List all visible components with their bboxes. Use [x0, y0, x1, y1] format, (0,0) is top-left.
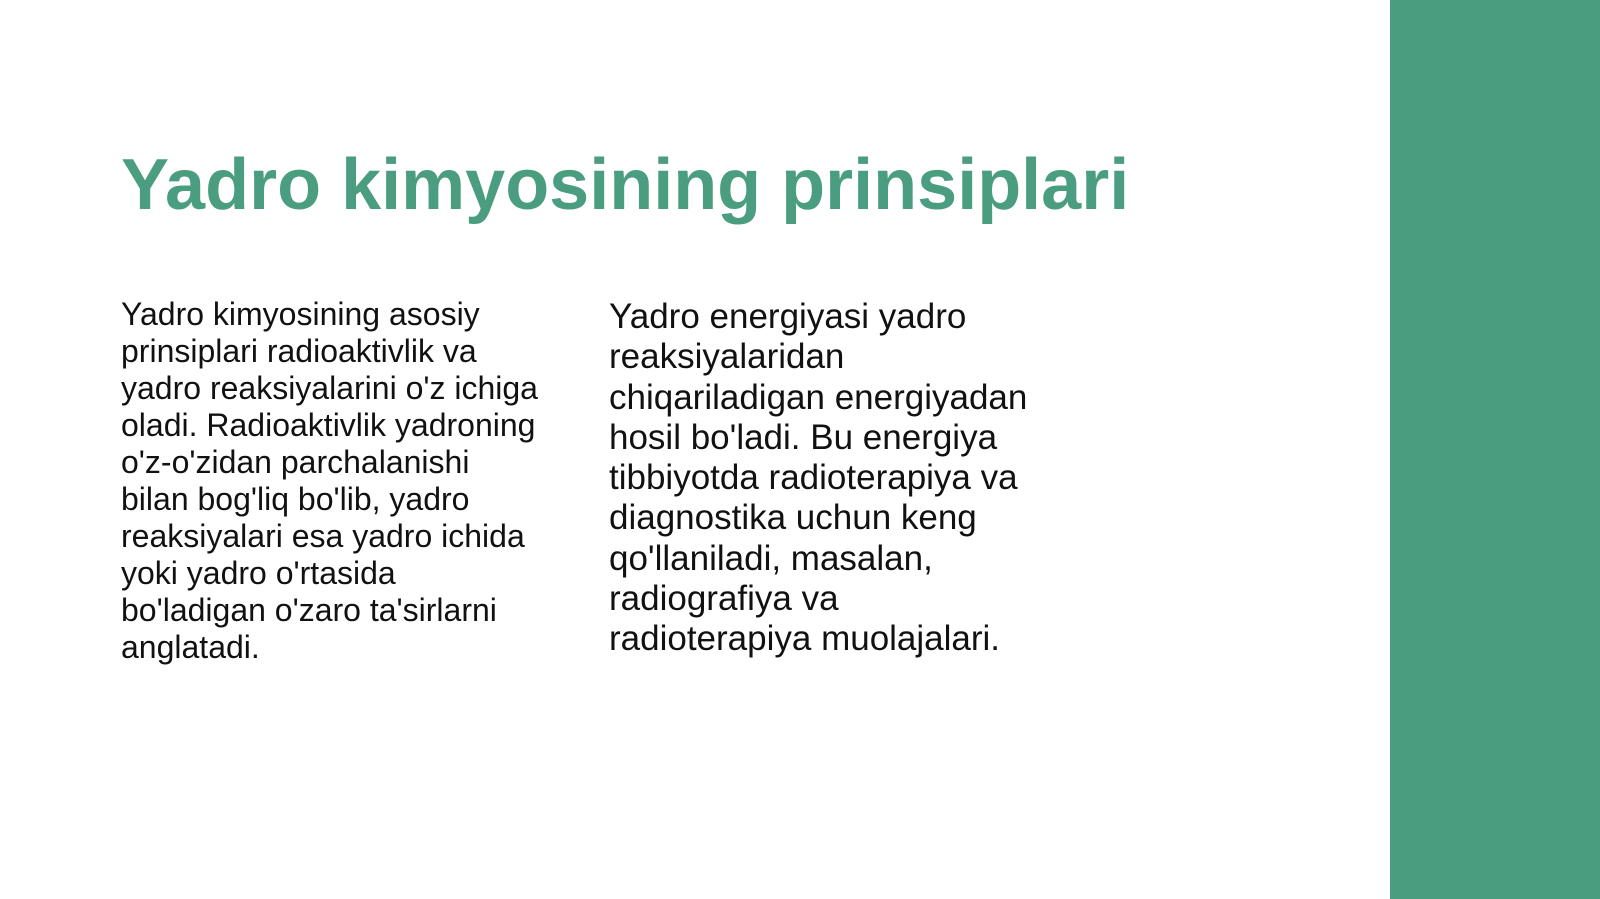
right-text-column: Yadro energiyasi yadro reaksiyalaridan chiqariladigan energiyadan hosil bo'ladi. Bu energiya tibbiyotda radioterapiya va diagnostika uchun keng qo'llaniladi, masalan, radiografiya va radioterapiya muolajalari. — [609, 297, 1028, 659]
left-text-column: Yadro kimyosining asosiy prinsiplari radioaktivlik va yadro reaksiyalarini o'z ichiga oladi. Radioaktivlik yadroning o'z-o'zidan parchalanishi bilan bog'liq bo'lib, yadro reaksiyalari esa yadro ichida yoki yadro o'rtasida bo'ladigan o'zaro ta'sirlarni anglatadi. — [121, 296, 538, 665]
slide-title: Yadro kimyosining prinsiplari — [121, 145, 1130, 225]
accent-side-band — [1390, 0, 1600, 899]
